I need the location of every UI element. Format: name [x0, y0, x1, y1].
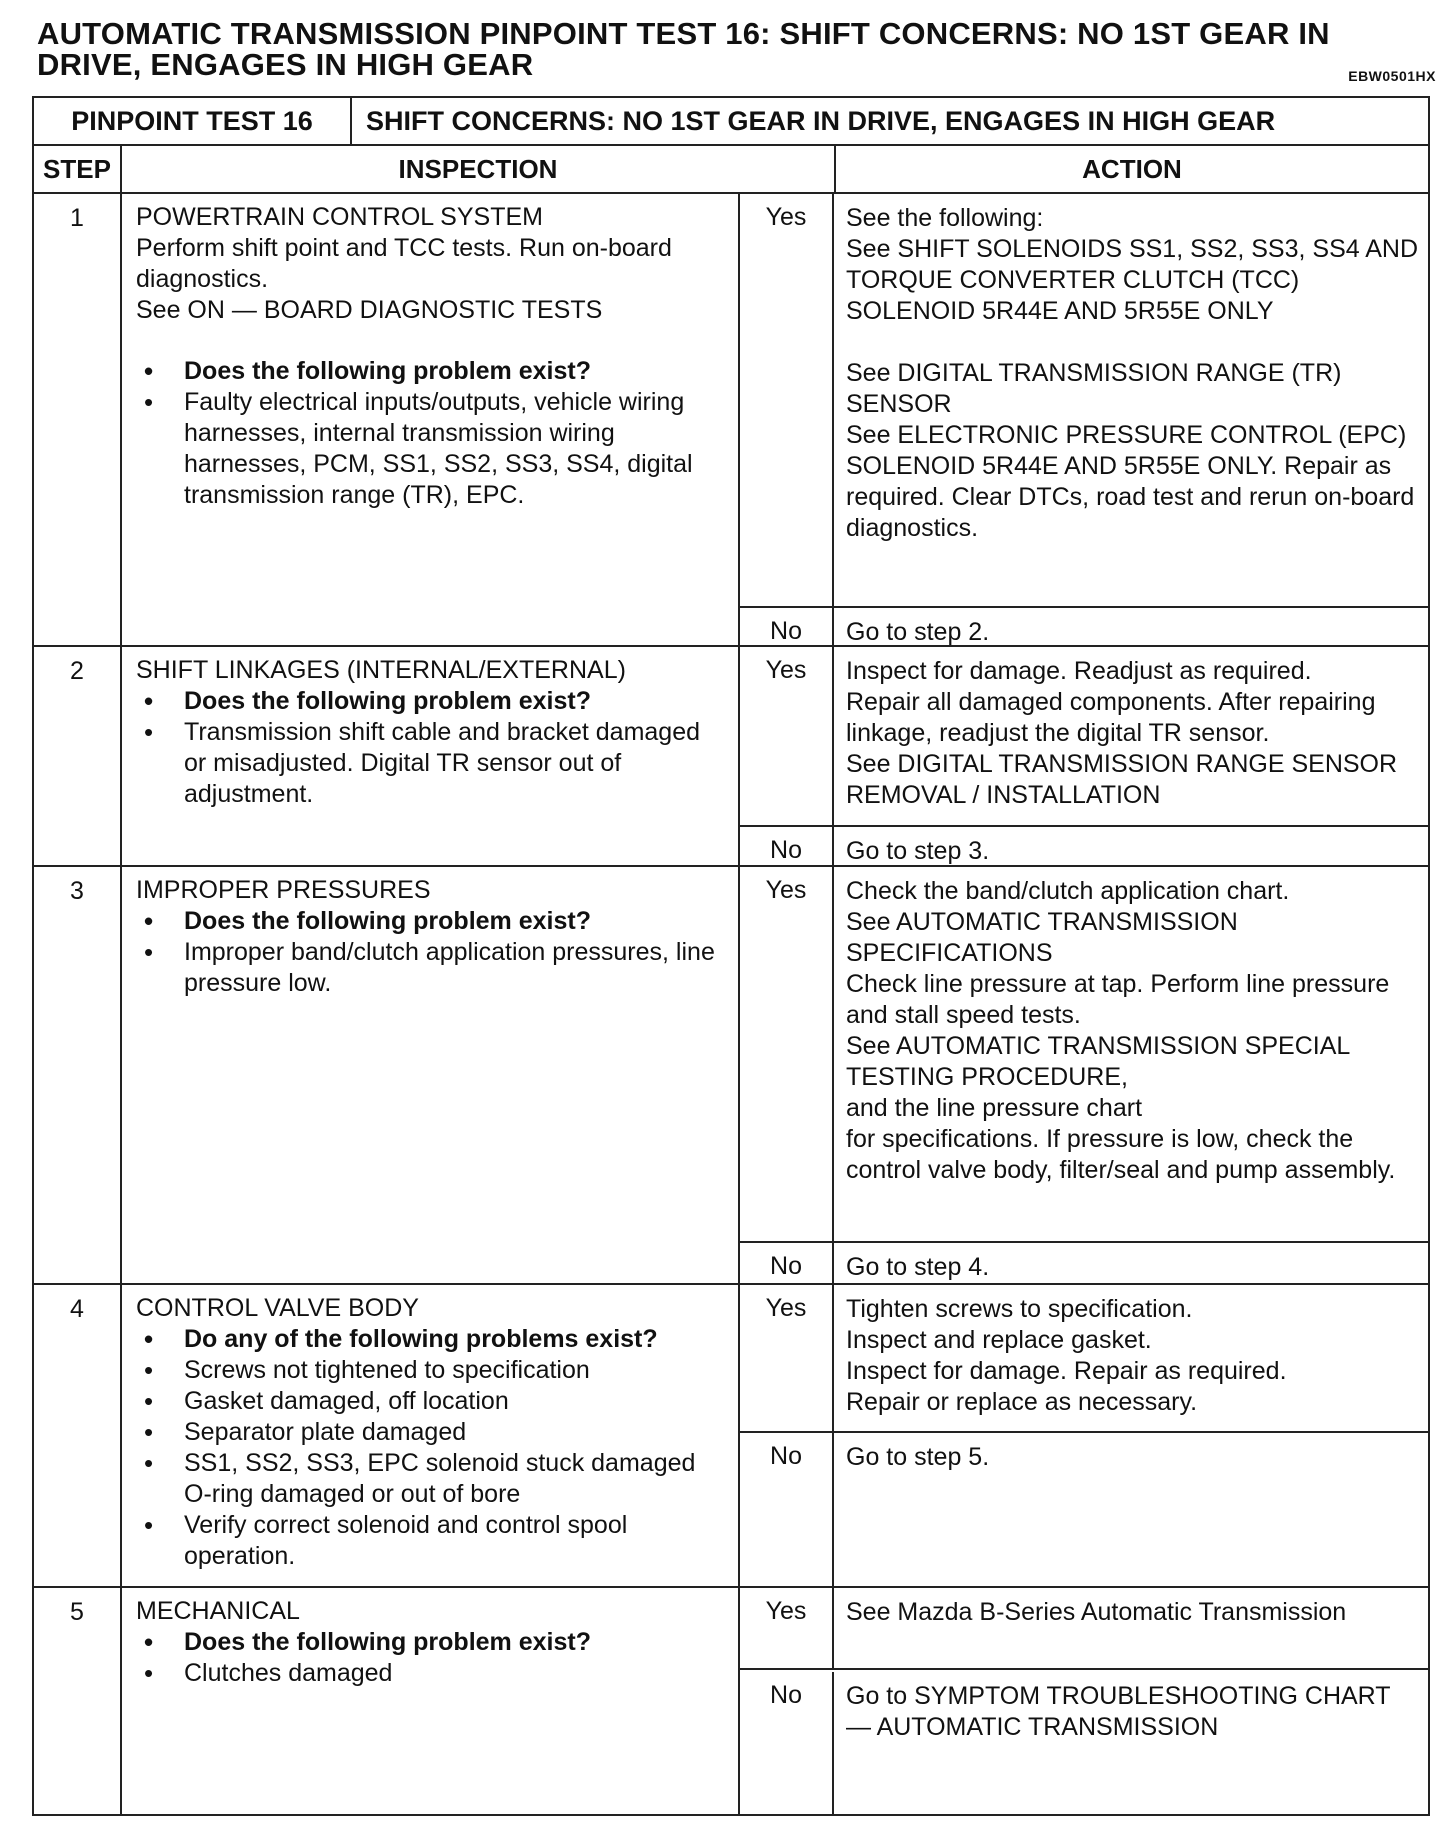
pinpoint-table	[32, 96, 1430, 1816]
step-inspection	[122, 867, 740, 1283]
step-question: • Does the following problem exist?	[136, 1627, 728, 1658]
step-checklist	[136, 1324, 728, 1572]
step-heading: IMPROPER PRESSURES	[136, 876, 431, 904]
test-title: SHIFT CONCERNS: NO 1ST GEAR IN DRIVE, ENGAGES IN HIGH GEAR	[352, 98, 1428, 146]
step-heading: POWERTRAIN CONTROL SYSTEM Perform shift point and TCC tests. Run on-board diagnostics. See ON — BOARD DIAGNOSTIC TESTS	[136, 203, 672, 324]
no-branch	[740, 608, 1428, 645]
step-checklist	[136, 356, 728, 511]
step-question: • Does the following problem exist?	[136, 356, 728, 387]
step-checklist	[136, 906, 728, 999]
step-row-2	[34, 647, 1428, 867]
yes-label: Yes	[740, 647, 834, 825]
step-number: 3	[34, 867, 122, 1283]
yes-branch	[740, 194, 1428, 608]
step-item: • Verify correct solenoid and control spool operation.	[136, 1510, 728, 1572]
yes-label: Yes	[740, 1285, 834, 1431]
no-branch	[740, 827, 1428, 865]
yes-label: Yes	[740, 867, 834, 1241]
no-label: No	[740, 1433, 834, 1586]
step-item: • Improper band/clutch application pressures, line pressure low.	[136, 937, 728, 999]
step-question: • Does the following problem exist?	[136, 906, 728, 937]
step-item: • Clutches damaged	[136, 1658, 728, 1689]
step-inspection	[122, 647, 740, 865]
step-item: • Screws not tightened to specification	[136, 1355, 728, 1386]
yes-branch	[740, 1588, 1428, 1670]
step-row-3	[34, 867, 1428, 1285]
page-title	[37, 18, 1417, 80]
step-checklist	[136, 686, 728, 810]
no-action: Go to step 4.	[846, 1253, 990, 1281]
step-number: 4	[34, 1285, 122, 1586]
yes-action: Tighten screws to specification. Inspect and replace gasket. Inspect for damage. Repair as required. Repair or replace as necessary.	[846, 1295, 1287, 1416]
step-inspection	[122, 1588, 740, 1814]
step-question: • Does the following problem exist?	[136, 686, 728, 717]
step-number: 5	[34, 1588, 122, 1814]
no-branch	[740, 1672, 1428, 1814]
no-label: No	[740, 1243, 834, 1283]
no-action: Go to step 5.	[846, 1443, 990, 1471]
yes-label: Yes	[740, 194, 834, 606]
title-line-1: AUTOMATIC TRANSMISSION PINPOINT TEST 16: SHIFT CONCERNS: NO 1ST GEAR IN	[37, 16, 1330, 51]
step-number: 2	[34, 647, 122, 865]
step-item: • Faulty electrical inputs/outputs, vehicle wiring harnesses, internal transmission wiring harnesses, PCM, SS1, SS2, SS3, SS4, digital transmission range (TR), EPC.	[136, 387, 728, 511]
step-item: • Transmission shift cable and bracket damaged or misadjusted. Digital TR sensor out of adjustment.	[136, 717, 728, 810]
column-header-step: STEP	[34, 146, 122, 194]
step-item: • Gasket damaged, off location	[136, 1386, 728, 1417]
column-header-inspection: INSPECTION	[122, 146, 834, 194]
step-heading: CONTROL VALVE BODY	[136, 1294, 419, 1322]
step-inspection	[122, 194, 740, 645]
yes-action: Check the band/clutch application chart. See AUTOMATIC TRANSMISSION SPECIFICATIONS Check line pressure at tap. Perform line pressure and stall speed tests. See AUTOMATIC TRANSMISSION SPECIAL TESTING PROCEDURE, and the line pressure chart for specifications. If pressure is low, check the control valve body, filter/seal and pump assembly.	[846, 877, 1396, 1184]
document-id: EBW0501HX	[1348, 68, 1436, 84]
no-label: No	[740, 827, 834, 865]
no-action: Go to step 2.	[846, 618, 990, 646]
yes-action: See the following: See SHIFT SOLENOIDS SS1, SS2, SS3, SS4 AND TORQUE CONVERTER CLUTCH (TCC) SOLENOID 5R44E AND 5R55E ONLY See DIGITAL TRANSMISSION RANGE (TR) SENSOR See ELECTRONIC PRESSURE CONTROL (EPC) SOLENOID 5R44E AND 5R55E ONLY. Repair as required. Clear DTCs, road test and rerun on-board diagnostics.	[846, 204, 1418, 542]
yes-branch	[740, 1285, 1428, 1433]
step-row-1	[34, 194, 1428, 647]
step-question: • Do any of the following problems exist?	[136, 1324, 728, 1355]
step-heading: MECHANICAL	[136, 1597, 300, 1625]
step-row-5	[34, 1588, 1428, 1814]
no-action: Go to SYMPTOM TROUBLESHOOTING CHART — AUTOMATIC TRANSMISSION	[846, 1682, 1391, 1741]
yes-action: Inspect for damage. Readjust as required. Repair all damaged components. After repairing linkage, readjust the digital TR sensor. See DIGITAL TRANSMISSION RANGE SENSOR REMOVAL / INSTALLATION	[846, 657, 1398, 809]
step-number: 1	[34, 194, 122, 645]
no-action: Go to step 3.	[846, 837, 990, 865]
step-item: • Separator plate damaged	[136, 1417, 728, 1448]
yes-action: See Mazda B-Series Automatic Transmission	[846, 1598, 1347, 1626]
column-header-action: ACTION	[834, 146, 1428, 194]
no-branch	[740, 1243, 1428, 1283]
yes-branch	[740, 867, 1428, 1243]
no-label: No	[740, 1672, 834, 1814]
step-heading: SHIFT LINKAGES (INTERNAL/EXTERNAL)	[136, 656, 626, 684]
step-inspection	[122, 1285, 740, 1586]
no-label: No	[740, 608, 834, 645]
yes-label: Yes	[740, 1588, 834, 1668]
step-row-4	[34, 1285, 1428, 1588]
step-checklist	[136, 1627, 728, 1689]
step-item: • SS1, SS2, SS3, EPC solenoid stuck damaged O-ring damaged or out of bore	[136, 1448, 728, 1510]
no-branch	[740, 1433, 1428, 1586]
title-line-2: DRIVE, ENGAGES IN HIGH GEAR	[37, 47, 534, 82]
yes-branch	[740, 647, 1428, 827]
test-label: PINPOINT TEST 16	[34, 98, 352, 146]
